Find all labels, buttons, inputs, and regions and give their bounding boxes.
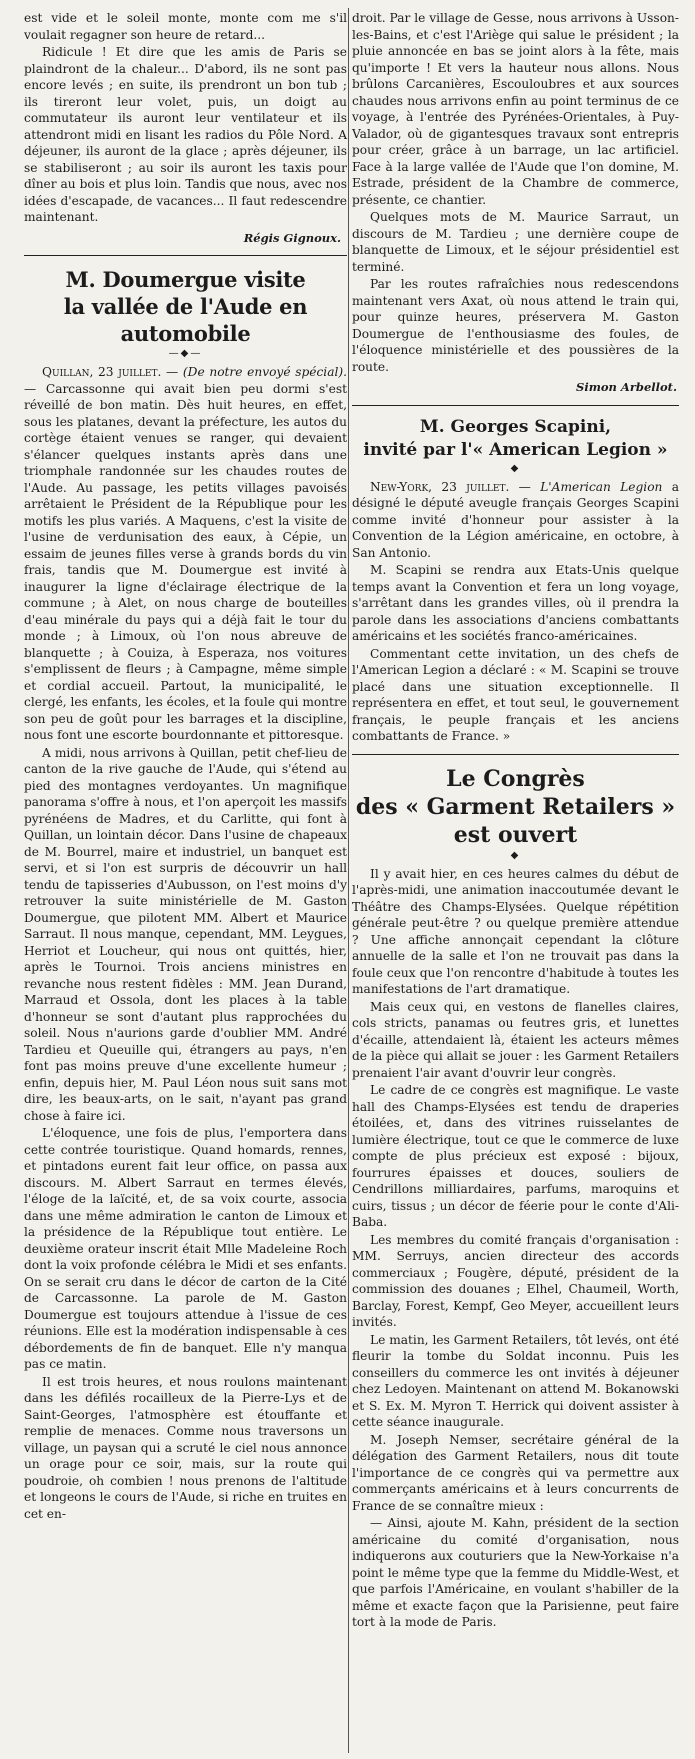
article1-paragraph: Il est trois heures, et nous roulons maintenant dans les défilés rocailleux de la Pierre-Lys et de Saint-Georges, l'atmosphère est étouffante et remplie de menaces. Comme nous traversons un village, un paysan qui a scruté le ciel nous annonce un orage pour ce soir, mais, sur la route qui poudroie, oh combien ! nous prenons de l'altitude et longeons le cours de l'Aude, si riche en truites en cet en-	[24, 1374, 347, 1521]
left-column	[24, 10, 347, 1523]
article2-paragraph	[352, 479, 679, 562]
article2-headline-line2: invité par l'« American Legion »	[363, 439, 668, 460]
article2-headline-line1: M. Georges Scapini,	[419, 416, 612, 437]
article3-paragraph: Les membres du comité français d'organisation : MM. Serruys, ancien directeur des accords commerciaux ; Fougère, député, président de la commission des douanes ; Elhel, Chaumeil, Worth, Barclay, Forest, Kempf, Geo Meyer, accueillent leurs invités.	[352, 1232, 679, 1329]
article1-lead-text: — Carcassonne qui avait bien peu dormi s'est réveillé de bon matin. Dès huit heures, en effet, sous les platanes, devant la préfecture, les autos du cortège étaient venues se ranger, qui devaient s'élancer quelques instants après dans une triomphale randonnée sur les chaudes routes de l'Aude. Au passage, les petits villages pavoisés arrêtaient le Président de la République pour les motifs les plus variés. A Maquens, c'est la visite de l'usine de verdunisation des eaux, à Cépie, un essaim de jeunes filles verse à grands bords du vin frais, tandis que M. Doumergue est invité à inaugurer la ligne d'éclairage électrique de la commune ; à Alet, on nous charge de bouteilles d'eau minérale du pays qui a déjà fait le tour du monde ; à Limoux, où l'on nous abreuve de blanquette ; à Couiza, à Esperaza, nos voitures s'emplissent de fleurs ; à Campagne, même simple et cordial accueil. Partout, la municipalité, le clergé, les enfants, les écoles, et la foule qui montre son peu de goût pour les barrages et la discipline, nous font une escorte bourdonnante et pittoresque.	[24, 381, 347, 742]
article1-dateline-note: (De notre envoyé spécial).	[182, 365, 347, 379]
article2-paragraph: Commentant cette invitation, un des chefs de l'American Legion a déclaré : « M. Scapini se trouve placé dans une situation exceptionnelle. Il représentera en effet, et tout seul, le gouvernement français, le peuple français et les anciens combattants de France. »	[352, 646, 679, 743]
right-column	[352, 10, 679, 1632]
headline-ornament: ◆	[510, 462, 521, 474]
article1-paragraph	[24, 364, 347, 744]
article3-paragraph: Le matin, les Garment Retailers, tôt levés, ont été fleurir la tombe du Soldat inconnu. Puis les conseillers du commerce les ont invités à déjeuner chez Ledoyen. Maintenant on attend M. Bokanowski et S. Ex. M. Myron T. Herrick qui doivent assister à cette séance inaugurale.	[352, 1332, 679, 1429]
article1-paragraph: L'éloquence, une fois de plus, l'emportera dans cette contrée touristique. Quand homards, rennes, et pintadons eurent fait leur office, on passa aux discours. M. Albert Sarraut en termes élevés, l'éloge de la laïcité, et, de sa voix courte, associa dans une même admiration le canton de Limoux et la présidence de la République tout entière. Le deuxième orateur inscrit était Mlle Madeleine Roch dont la voix profonde célébra le Midi et ses enfants. On se serait cru dans le décor de carton de la Cité de Carcassonne. La parole de M. Gaston Doumergue est toujours attendue à l'issue de ces réunions. Elle est la modération indispensable à ces débordements de fin de banquet. Elle n'y manqua pas ce matin.	[24, 1126, 347, 1371]
headline-ornament: ◆	[510, 849, 521, 861]
article2-lead-italic: L'American Legion	[540, 479, 663, 494]
article3-paragraph: Le cadre de ce congrès est magnifique. Le vaste hall des Champs-Elysées est tendu de draperies étoilées, et, dans des vitrines ruisselantes de lumière électrique, tout ce que le commerce de luxe compte de plus précieux est exposé : bijoux, fourrures épaisses et douces, souliers de Cendrillons milliardaires, parfums, maroquins et cuirs, tissus ; un décor de féerie pour le conte d'Ali-Baba.	[352, 1083, 679, 1229]
article2-lead-text: a désigné le député aveugle français Georges Scapini comme invité d'honneur pour assister à la Convention de la Légion américaine, en octobre, à San Antonio.	[352, 479, 680, 560]
article3-paragraph: Mais ceux qui, en vestons de flanelles claires, cols stricts, panamas ou feutres gris, et lunettes d'écaille, attendaient là, étaient les acteurs mêmes de la pièce qui allait se jouer : les Garment Retailers prenaient l'air avant d'ouvrir leur congrès.	[352, 999, 679, 1080]
intro-paragraph: est vide et le soleil monte, monte com me s'il voulait regagner son heure de retard...	[24, 11, 347, 42]
article1-headline-line1: M. Doumergue visite	[65, 267, 306, 292]
article3-headline-line3: est ouvert	[453, 821, 578, 848]
article3-paragraph: Il y avait hier, en ces heures calmes du début de l'après-midi, une animation inaccoutumée devant le Théâtre des Champs-Elysées. Quelque répétition générale peut-être ? ou quelque première attendue ? Une affiche annonçait cependant la clôture annuelle de la salle et l'on ne trouvait pas dans la foule ceux que l'on rencontre d'habitude à toutes les manifestations de l'art dramatique.	[352, 866, 679, 996]
article3-paragraph: M. Joseph Nemser, secrétaire général de la délégation des Garment Retailers, nous dit toute l'importance de ce congrès qui va permettre aux commerçants américains et à leurs concurrents de France de se connaître mieux :	[352, 1432, 679, 1513]
article2-paragraph: M. Scapini se rendra aux Etats-Unis quelque temps avant la Convention et fera un long voyage, s'arrêtant dans les grandes villes, où il prendra la parole dans les associations d'anciens combattants américains et les sociétés franco-américaines.	[352, 563, 679, 643]
column-divider	[348, 8, 349, 1753]
continuation-signature: Simon Arbellot.	[576, 380, 677, 394]
continuation-paragraph: Quelques mots de M. Maurice Sarraut, un discours de M. Tardieu ; une dernière coupe de blanquette de Limoux, et le séjour présidentiel est terminé.	[352, 210, 679, 274]
headline-ornament: —◆—	[168, 348, 203, 359]
article3-headline-line1: Le Congrès	[446, 765, 585, 792]
separator-rule	[24, 252, 347, 260]
continuation-paragraph: droit. Par le village de Gesse, nous arrivons à Usson-les-Bains, et c'est l'Ariège qui salue le président ; la pluie annoncée en bas se joint alors à la fête, mais qu'importe ! Et vers la hauteur nous allons. Nous brûlons Carcanières, Escouloubres et aux sources chaudes nous arrivons enfin au point terminus de ce voyage, à l'entrée des Pyrénées-Orientales, à Puy-Valador, où de gigantesques travaux sont entrepris pour créer, grâce à un barrage, un lac artificiel. Face à la large vallée de l'Aude que l'on domine, M. Estrade, président de la Chambre de commerce, présente, ce chantier.	[352, 11, 679, 207]
article1-headline-line2: la vallée de l'Aude en automobile	[63, 294, 308, 346]
article1-paragraph: A midi, nous arrivons à Quillan, petit chef-lieu de canton de la rive gauche de l'Aude, qui s'étend au pied des montagnes verdoyantes. Un magnifique panorama s'offre à nous, et l'on aperçoit les massifs pyrénéens de Madres, et du Carlitte, qui font à Quillan, un lointain décor. Dans l'usine de chapeaux de M. Bourrel, maire et industriel, un banquet est servi, et si l'on est surpris de découvrir un hall tendu de tapisseries d'Aubusson, on l'est moins d'y retrouver la suite ministérielle de M. Gaston Doumergue, que pilotent MM. Albert et Maurice Sarraut. Il nous manque, cependant, MM. Leygues, Herriot et Loucheur, qui nous ont quittés, hier, après le Tournoi. Trois anciens ministres en revanche nous restent fidèles : MM. Jean Durand, Marraud et Ossola, dont les places à la table d'honneur se sont d'autant plus rapprochées du soleil. Nous n'aurions garde d'oublier MM. André Tardieu et Queuille qui, étrangers au pays, n'en font pas moins preuve d'une excellente humeur ; enfin, depuis hier, M. Paul Léon nous suit sans mot dire, les beaux-arts, on le sait, n'ayant pas grand chose à faire ici.	[24, 745, 347, 1123]
article3-paragraph: — Ainsi, ajoute M. Kahn, président de la section américaine du comité d'organisation, nous indiquerons aux couturiers que la New-Yorkaise n'a point le même type que la femme du Middle-West, et que parfois l'Américaine, en voulant s'habiller de la même et exacte façon que la Parisienne, peut faire tort à la mode de Paris.	[352, 1516, 679, 1629]
article3-headline-line2: des « Garment Retailers »	[355, 793, 676, 820]
intro-signature: Régis Gignoux.	[243, 230, 341, 245]
article2-dateline: New-York, 23 juillet. —	[370, 479, 531, 494]
separator-rule	[352, 751, 679, 759]
intro-paragraph: Ridicule ! Et dire que les amis de Paris se plaindront de la chaleur... D'abord, ils ne sont pas encore levés ; en suite, ils prendront un bon tub ; ils tireront leur volet, puis, un doigt au commutateur ils auront leur ventilateur et ils attendront midi en lisant les radios du Pôle Nord. A déjeuner, ils auront de la glace ; après déjeuner, ils se stabiliseront ; au soir ils auront les taxis pour dîner au bois et plus loin. Tandis que nous, avec nos idées d'escapade, de vacances... Il faut redescendre maintenant.	[24, 45, 347, 224]
continuation-paragraph: Par les routes rafraîchies nous redescendons maintenant vers Axat, où nous attend le train qui, pour quinze heures, préservera M. Gaston Doumergue de l'enthousiasme des foules, de l'éloquence ministérielle et des poussières de la route.	[352, 277, 679, 374]
separator-rule	[352, 402, 679, 410]
article1-dateline: Quillan, 23 juillet. —	[42, 365, 179, 379]
